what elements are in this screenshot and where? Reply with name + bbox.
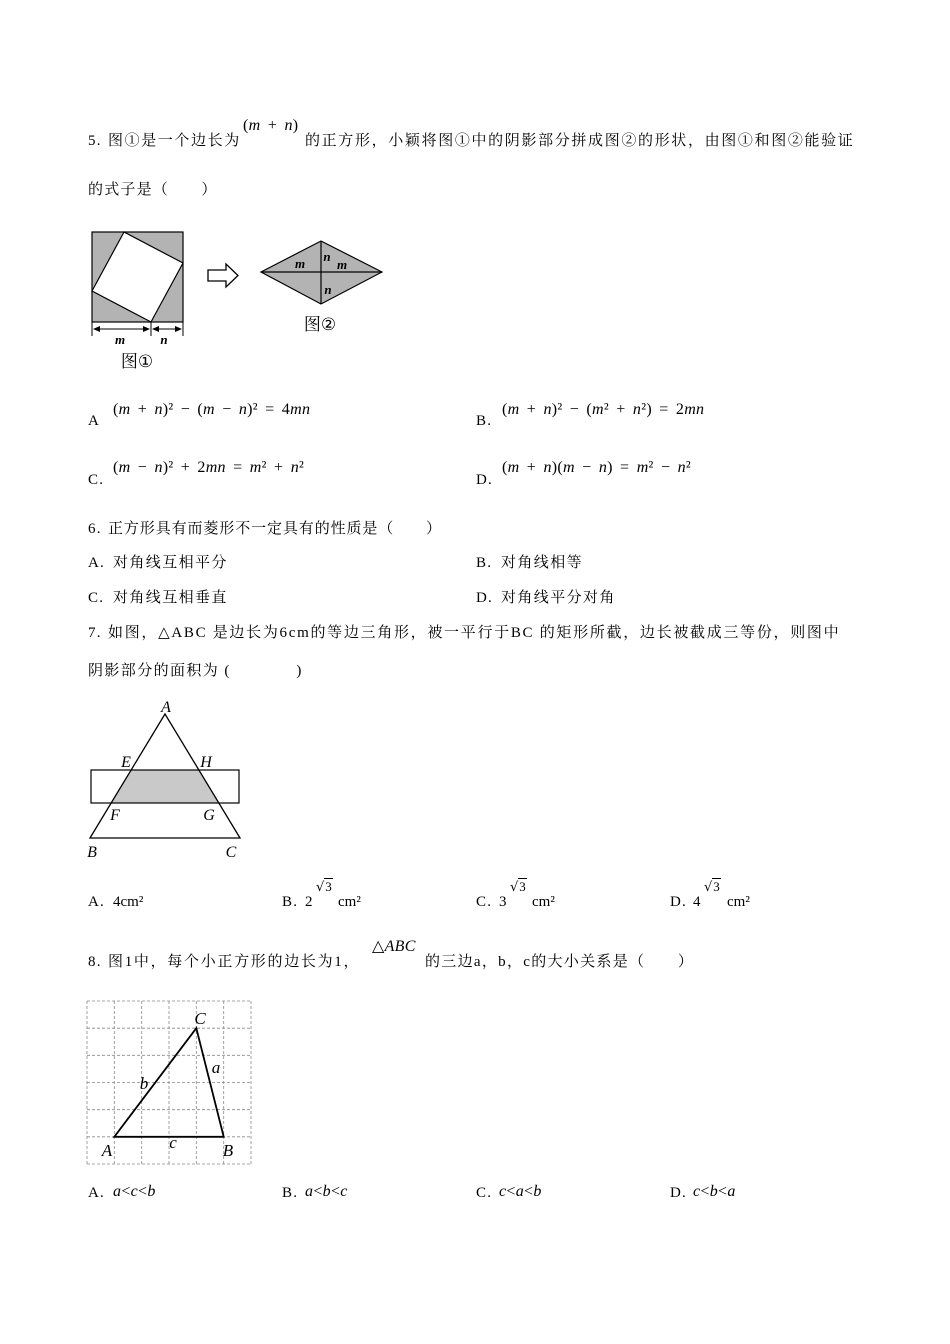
option-coefficient: 2 [305,894,314,910]
math-variable: mn [290,401,311,418]
point-label-e: E [121,754,131,771]
question-stem: 如图，△ABC 是边长为6cm的等边三角形，被一平行于BC 的矩形所截，边长被截成三等份，则图中 [108,625,841,641]
label-m: m [114,332,126,347]
hollow-arrow-shape [208,264,238,287]
question-stem: 的三边a，b，c的大小关系是（ ） [425,954,695,970]
square-root [704,879,721,896]
triangle-rectangle-figure [82,695,247,865]
option-coefficient: 4 [693,894,702,910]
math-variable: m [249,459,262,476]
math-variable: ABC [384,938,416,955]
figure-2-rhombus [255,235,390,335]
math-variable: m [203,401,215,418]
math-variable: n [284,117,293,134]
option-unit: cm² [532,894,555,910]
option-label: A. [88,555,105,571]
option-label: D. [670,894,687,910]
option-text: 对角线互相垂直 [113,590,228,606]
right-arrow-icon [204,260,242,292]
option-label: B. [282,894,299,910]
math-variable: b [147,1183,156,1200]
vertex-label-b: B [87,844,97,861]
question-number: 6. [88,521,102,537]
option-text: 对角线相等 [501,555,584,571]
math-variable: b [322,1183,331,1200]
math-variable: c [340,1183,348,1200]
math-variable: mn [684,401,705,418]
math-variable: n [598,459,608,476]
math-variable: m [592,401,604,418]
math-variable: n [677,459,686,476]
option-coefficient: 3 [499,894,508,910]
option-unit: cm² [338,894,361,910]
shaded-trapezoid [111,770,219,803]
math-variable: c [499,1183,507,1200]
option-label: B. [476,555,493,571]
option-text: a<b<c [305,1183,348,1200]
vertex-label-a: A [161,699,171,716]
vertex-label-c: C [225,844,237,861]
math-variable: c [130,1183,139,1200]
question-number: 5. [88,133,102,149]
square-root [510,879,527,896]
arrowhead-icon [143,326,150,332]
option-label: D. [476,472,493,488]
question-stem: 阴影部分的面积为 ( ) [88,663,303,679]
math-variable: m [248,117,261,134]
side-label-a: a [211,1058,221,1077]
option-label: B. [282,1185,299,1201]
math-variable: m [507,459,520,476]
question-number: 8. [88,954,102,970]
arrowhead-icon [93,326,100,332]
math-variable: m [507,401,520,418]
option-text: 对角线互相平分 [113,555,228,571]
point-label-g: G [203,807,215,824]
label-n-top: n [323,249,331,264]
option-label: C. [476,894,493,910]
figure-caption: 图② [303,315,337,335]
radicand: 3 [325,879,332,894]
math-variable: b [533,1183,542,1200]
math-variable: n [154,401,163,418]
question-stem: 图①是一个边长为 [108,133,241,149]
radicand: 3 [713,879,720,894]
math-variable: n [543,459,552,476]
math-variable: c [693,1183,701,1200]
triangle-expression: △ABC [372,938,416,955]
option-label: C. [88,472,105,488]
math-variable: n [632,401,642,418]
option-label: D. [476,590,493,606]
question-stem: 正方形具有而菱形不一定具有的性质是（ ） [108,521,442,537]
radical-sign: √ [704,880,713,895]
option-text: c<b<a [693,1183,736,1200]
question-stem: 的正方形，小颖将图①中的阴影部分拼成图②的形状，由图①和图②能验证 [305,133,855,149]
math-variable: a [727,1183,736,1200]
math-variable: n [543,401,552,418]
math-variable: m [118,401,131,418]
figure-caption: 图① [120,352,154,372]
radicand: 3 [519,879,526,894]
question-stem: 图1中，每个小正方形的边长为1， [108,954,361,970]
question-stem: 的式子是（ ） [88,182,218,198]
label-n-bottom: n [324,282,332,297]
label-n: n [160,332,168,347]
side-label-c: c [169,1133,177,1152]
math-variable: n [290,459,299,476]
option-label: C. [476,1185,493,1201]
math-variable: m [118,459,131,476]
radical-sign: √ [510,880,519,895]
option-label: C. [88,590,105,606]
option-text: 对角线平分对角 [501,590,616,606]
option-value: 4cm² [113,894,144,910]
math-variable: m [563,459,575,476]
option-text: c<a<b [499,1183,542,1200]
math-variable: a [515,1183,525,1200]
square-root [316,879,333,896]
vertex-label-b: B [222,1141,234,1160]
math-variable: a [113,1183,122,1200]
option-formula: (m + n)² − (m − n)² = 4mn [113,401,311,418]
math-variable: a [305,1183,314,1200]
question-number: 7. [88,625,102,641]
option-formula: (m + n)² − (m² + n²) = 2mn [502,401,705,418]
option-label: A [88,413,101,429]
arrowhead-icon [152,326,159,332]
label-m-right: m [336,257,348,272]
option-label: D. [670,1185,687,1201]
option-formula: (m − n)² + 2mn = m² + n² [113,459,305,476]
arrowhead-icon [175,326,182,332]
option-text: a<c<b [113,1183,156,1200]
point-label-f: F [110,807,120,824]
math-variable: b [709,1183,719,1200]
grid-triangle-figure [82,996,257,1171]
option-label: B. [476,413,493,429]
option-unit: cm² [727,894,750,910]
point-label-h: H [200,754,212,771]
figure-1-square [85,225,195,377]
math-variable: n [238,401,248,418]
math-variable: m [636,459,649,476]
label-m-left: m [294,256,306,271]
math-variable: n [154,459,163,476]
side-length-expression: (m + n) [243,117,299,134]
side-label-b: b [139,1074,149,1093]
option-label: A. [88,894,105,910]
vertex-label-a: A [101,1141,113,1160]
math-variable: mn [205,459,226,476]
option-formula: (m + n)(m − n) = m² − n² [502,459,691,476]
radical-sign: √ [316,880,325,895]
option-label: A. [88,1185,105,1201]
vertex-label-c: C [194,1009,206,1028]
